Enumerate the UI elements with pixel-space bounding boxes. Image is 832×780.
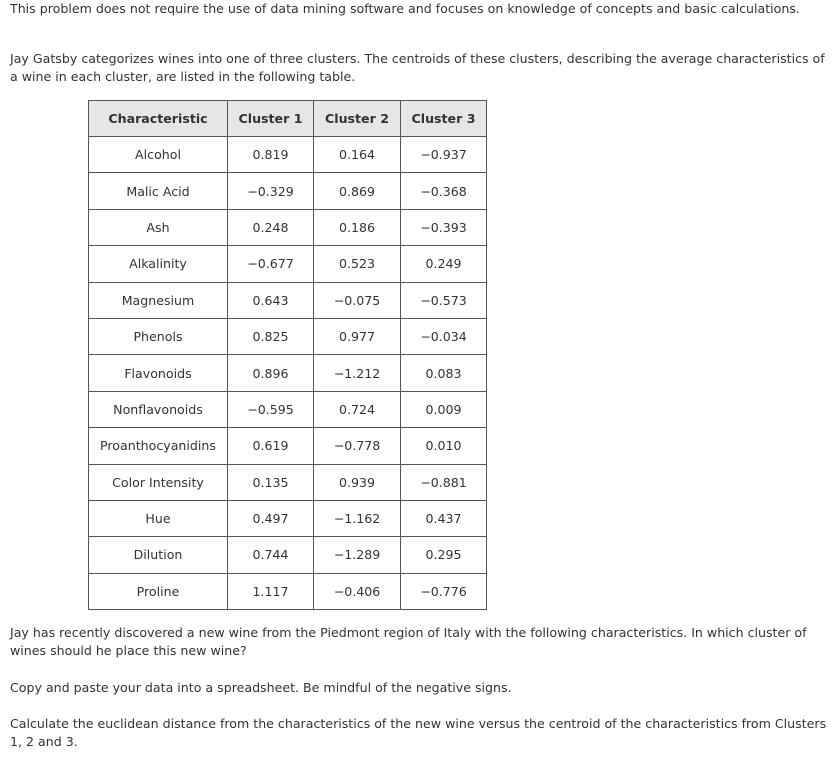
cell-characteristic: Malic Acid	[89, 173, 228, 209]
cell-cluster-1: 0.497	[228, 500, 314, 536]
cell-cluster-2: 0.724	[314, 391, 401, 427]
cell-cluster-1: −0.677	[228, 246, 314, 282]
cell-cluster-1: −0.329	[228, 173, 314, 209]
cell-cluster-2: −1.162	[314, 500, 401, 536]
cell-cluster-2: −0.406	[314, 573, 401, 609]
cell-cluster-1: 0.643	[228, 282, 314, 318]
cell-cluster-2: −1.212	[314, 355, 401, 391]
intro-paragraph: This problem does not require the use of data mining software and focuses on knowledge of concepts and basic calculations.	[10, 1, 800, 16]
copy-instruction: Copy and paste your data into a spreadsheet. Be mindful of the negative signs.	[10, 680, 512, 695]
cell-cluster-1: 0.619	[228, 428, 314, 464]
cell-cluster-2: 0.164	[314, 137, 401, 173]
context-paragraph: Jay Gatsby categorizes wines into one of three clusters. The centroids of these clusters, describing the average characteristics of a wine in each cluster, are listed in the following table.	[10, 51, 825, 84]
cell-cluster-1: 1.117	[228, 573, 314, 609]
cell-cluster-1: −0.595	[228, 391, 314, 427]
cell-cluster-1: 0.744	[228, 537, 314, 573]
cell-cluster-2: 0.186	[314, 209, 401, 245]
cell-cluster-2: −0.778	[314, 428, 401, 464]
table-row	[89, 573, 487, 609]
cell-cluster-3: 0.249	[401, 246, 487, 282]
cell-characteristic: Nonflavonoids	[89, 391, 228, 427]
table-row	[89, 537, 487, 573]
cell-cluster-2: 0.869	[314, 173, 401, 209]
cell-cluster-1: 0.135	[228, 464, 314, 500]
cell-cluster-3: 0.009	[401, 391, 487, 427]
cell-cluster-3: 0.295	[401, 537, 487, 573]
cell-cluster-3: −0.937	[401, 137, 487, 173]
cell-characteristic: Hue	[89, 500, 228, 536]
cell-cluster-3: −0.368	[401, 173, 487, 209]
table-row	[89, 464, 487, 500]
cell-characteristic: Flavonoids	[89, 355, 228, 391]
question-paragraph: Jay has recently discovered a new wine from the Piedmont region of Italy with the following characteristics. In which cluster of wines should he place this new wine?	[10, 625, 807, 658]
cell-cluster-3: 0.010	[401, 428, 487, 464]
header-cluster-1: Cluster 1	[228, 101, 314, 137]
cell-characteristic: Alkalinity	[89, 246, 228, 282]
cell-characteristic: Proline	[89, 573, 228, 609]
table-row	[89, 428, 487, 464]
cell-characteristic: Dilution	[89, 537, 228, 573]
cell-cluster-3: −0.393	[401, 209, 487, 245]
cell-cluster-3: −0.881	[401, 464, 487, 500]
cell-characteristic: Magnesium	[89, 282, 228, 318]
cell-cluster-1: 0.248	[228, 209, 314, 245]
cluster-centroids-table	[88, 100, 487, 610]
table-row	[89, 173, 487, 209]
header-cluster-3: Cluster 3	[401, 101, 487, 137]
table-row	[89, 137, 487, 173]
cell-characteristic: Proanthocyanidins	[89, 428, 228, 464]
calc-instruction: Calculate the euclidean distance from the characteristics of the new wine versus the centroid of the characteristics from Clusters 1, 2 and 3.	[10, 716, 827, 749]
cell-characteristic: Alcohol	[89, 137, 228, 173]
header-cluster-2: Cluster 2	[314, 101, 401, 137]
table-row	[89, 500, 487, 536]
table-row	[89, 282, 487, 318]
cell-cluster-2: 0.977	[314, 318, 401, 354]
table-row	[89, 246, 487, 282]
cell-cluster-2: 0.939	[314, 464, 401, 500]
cell-cluster-3: 0.437	[401, 500, 487, 536]
cell-cluster-3: −0.573	[401, 282, 487, 318]
cell-cluster-1: 0.819	[228, 137, 314, 173]
cell-characteristic: Phenols	[89, 318, 228, 354]
table-row	[89, 318, 487, 354]
cell-characteristic: Ash	[89, 209, 228, 245]
cell-cluster-3: −0.776	[401, 573, 487, 609]
cell-cluster-2: −1.289	[314, 537, 401, 573]
cell-cluster-3: −0.034	[401, 318, 487, 354]
table-row	[89, 209, 487, 245]
table-row	[89, 391, 487, 427]
cell-cluster-2: −0.075	[314, 282, 401, 318]
cell-cluster-3: 0.083	[401, 355, 487, 391]
cell-characteristic: Color Intensity	[89, 464, 228, 500]
cell-cluster-2: 0.523	[314, 246, 401, 282]
header-characteristic: Characteristic	[89, 101, 228, 137]
table-body	[89, 137, 487, 610]
table-row	[89, 355, 487, 391]
cell-cluster-1: 0.825	[228, 318, 314, 354]
table-header-row	[89, 101, 487, 137]
cell-cluster-1: 0.896	[228, 355, 314, 391]
